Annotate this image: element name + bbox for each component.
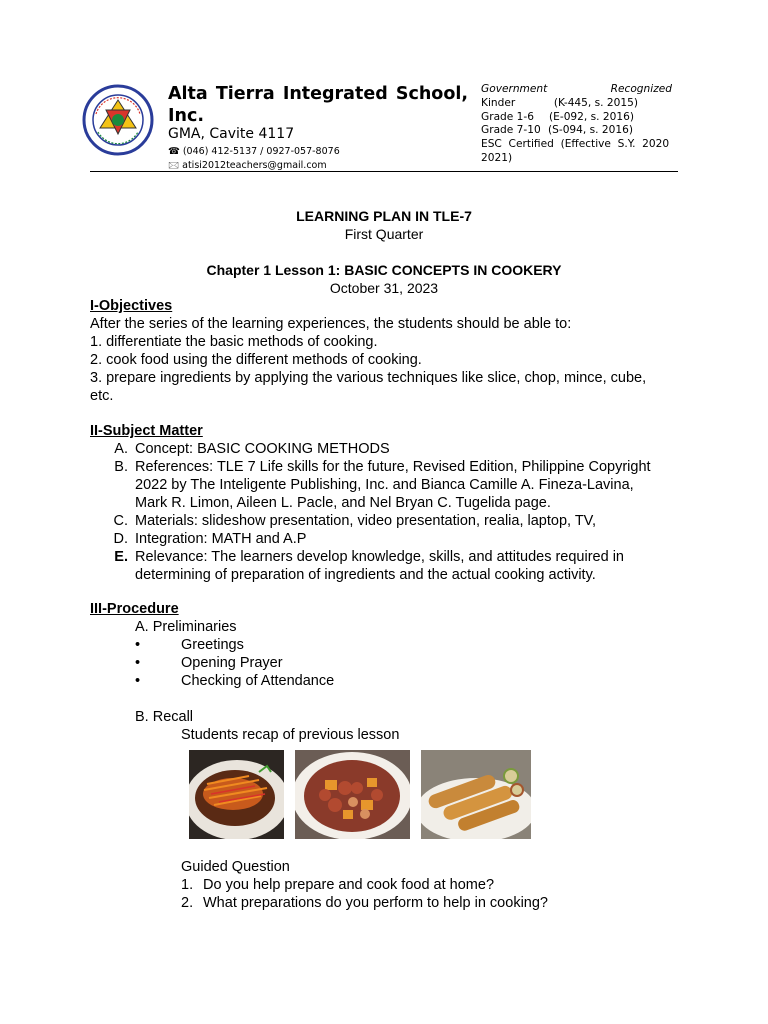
school-name [168,83,468,127]
lumpia-spring-rolls-image [421,750,531,839]
objective-item: 2. cook food using the different methods of cooking. [90,352,422,368]
procedure-heading: III-Procedure [90,601,179,617]
subject-item-b: B. References: TLE 7 Life skills for the future, Revised Edition, Philippine Copyright 2022 by The Inteligente Publishing, Inc. and Bianca Camille A. Fineza-Lavina, Mark R. Limon, Aileen L. Pacle, and Nel Bryan C. Tugelida page. [114,459,651,511]
school-email: 🖂 atisi2012teachers@gmail.com [168,160,327,171]
bullet-icon: • [135,655,141,671]
school-phone: ☎ (046) 412-5137 / 0927-057-8076 [168,146,340,157]
government-recognition [481,83,672,166]
objectives-section [90,297,678,405]
subject-item-c: C. Materials: slideshow presentation, video presentation, realia, laptop, TV, [113,513,597,529]
header-divider [90,171,678,172]
preliminaries-label: A. Preliminaries [135,619,237,635]
lesson-date: October 31, 2023 [329,280,439,296]
recognition-kinder: Kinder (K-445, s. 2015) [481,96,638,109]
guided-question-item: 1. Do you help prepare and cook food at home? [181,877,495,893]
quarter: First Quarter [344,226,424,242]
objective-item: 3. prepare ingredients by applying the various techniques like slice, chop, mince, cube, [90,370,647,386]
school-name-line2: Inc. [168,106,204,126]
objectives-heading: I-Objectives [90,298,173,314]
school-address: GMA, Cavite 4117 [168,126,295,142]
recall-description: Students recap of previous lesson [181,727,400,743]
objective-item: 1. differentiate the basic methods of cooking. [90,334,378,350]
subject-item-d: D. Integration: MATH and A.P [113,531,307,547]
objectives-intro: After the series of the learning experiences, the students should be able to: [90,316,572,332]
recall-label: B. Recall [135,709,194,725]
esc-certified: ESC Certified (Effective S.Y. 2020 [481,138,670,151]
recognition-grade1-6: Grade 1-6 (E-092, s. 2016) [481,110,634,123]
plan-title: LEARNING PLAN IN TLE-7 [296,208,472,224]
pork-menudo-image [295,750,410,839]
bullet-item: • Checking of Attendance [135,673,335,689]
guided-questions [90,858,678,912]
procedure-section [90,600,678,744]
bullet-icon: • [135,673,141,689]
subject-item-e: E. Relevance: The learners develop knowledge, skills, and attitudes required in determining of preparation of ingredients and the actual cooking activity. [114,549,624,583]
recognition-grade7-10: Grade 7-10 (S-094, s. 2016) [481,124,633,137]
gov-heading: Government Recognized [481,83,672,95]
bullet-item: • Greetings [135,637,244,653]
objective-item-cont: etc. [90,388,114,404]
subject-item-a: A. Concept: BASIC COOKING METHODS [114,441,390,457]
school-seal-logo [82,84,154,156]
bullet-item: • Opening Prayer [135,655,283,671]
bullet-icon: • [135,637,141,653]
subject-matter-section [90,422,678,584]
school-name-line1: Alta Tierra Integrated School, [168,84,468,104]
guided-question-item: 2. What preparations do you perform to help in cooking? [181,895,548,911]
esc-certified-cont: 2021) [481,151,513,164]
subject-matter-heading: II-Subject Matter [90,423,203,439]
fried-fish-escabeche-image [189,750,284,839]
chapter-title: Chapter 1 Lesson 1: BASIC CONCEPTS IN COOKERY [206,262,562,278]
guided-question-label: Guided Question [181,859,290,875]
